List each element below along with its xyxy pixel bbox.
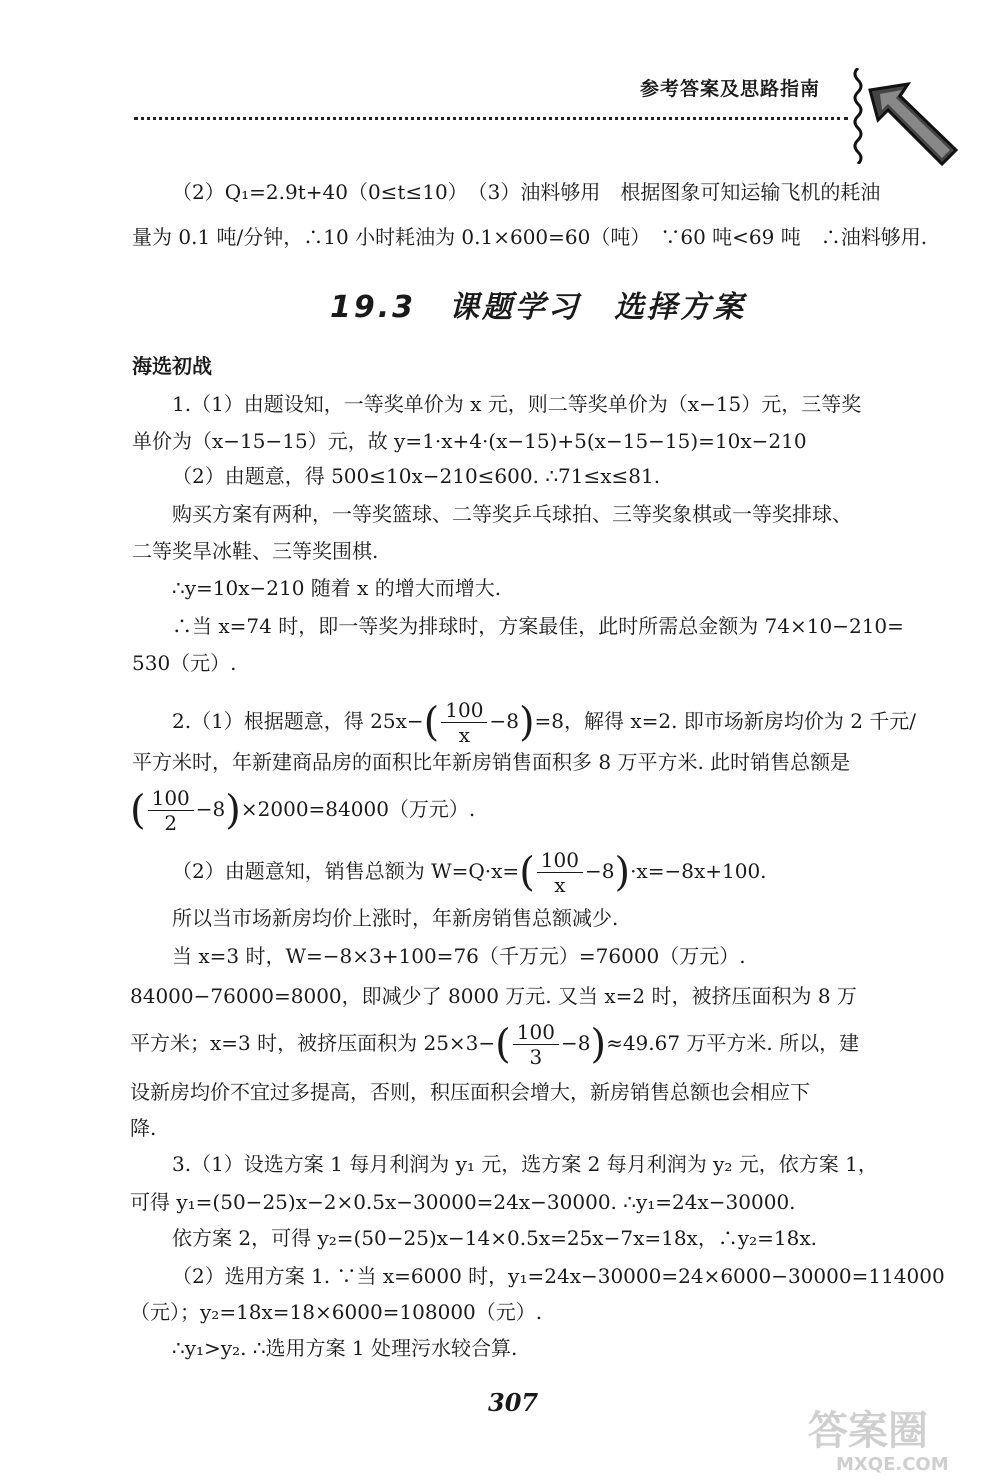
q2-line-1: 2.（1）根据题意，得 25x−( $\frac{100}{x}$ −8)=8，解得 x=2. 即市场新房均价为 2 千元/ [172, 698, 917, 747]
q1-line-1: 1.（1）由题设知，一等奖单价为 x 元，则二等奖单价为（x−15）元，三等奖 [172, 392, 862, 416]
q2-line-10: 降. [130, 1116, 157, 1140]
fraction: $\frac{100}{x}$ [537, 848, 583, 897]
q1-line-6: ∴y=10x−210 随着 x 的增大而增大. [172, 576, 502, 600]
intro-line-2: 量为 0.1 吨/分钟，∴10 小时耗油为 0.1×600=60（吨） ∵60 吨<69 吨 ∴油料够用. [132, 225, 928, 249]
q3-line-5: （元）；y₂=18x=18×6000=108000（元）. [130, 1300, 543, 1324]
q2-line-5: 所以当市场新房均价上涨时，年新房销售总额减少. [172, 906, 619, 930]
section-subhead: 海选初战 [132, 354, 212, 378]
intro-line-1: （2）Q₁=2.9t+40（0≤t≤10） （3）油料够用 根据图象可知运输飞机的耗油 [172, 180, 881, 204]
q2-line-3: ( $\frac{100}{2}$ −8)×2000=84000（万元）. [130, 786, 476, 835]
svg-text:MXQE.COM: MXQE.COM [836, 1454, 949, 1475]
q2-line-6: 当 x=3 时，W=−8×3+100=76（千万元）=76000（万元）. [172, 944, 746, 968]
wavy-divider-icon [850, 68, 866, 164]
q2-line-1-start: 2.（1）根据题意，得 25x− [172, 709, 424, 733]
section-title: 19.3 课题学习 选择方案 [330, 290, 747, 325]
running-header: 参考答案及思路指南 [640, 78, 821, 100]
q2-line-7: 84000−76000=8000，即减少了 8000 万元. 又当 x=2 时，被挤压面积为 8 万 [130, 984, 857, 1008]
arrow-icon [866, 80, 962, 170]
fraction: $\frac{100}{3}$ [513, 1020, 559, 1069]
dotted-rule [134, 117, 848, 120]
q1-line-3: （2）由题意，得 500≤10x−210≤600. ∴71≤x≤81. [172, 464, 661, 488]
fraction: $\frac{100}{x}$ [441, 698, 487, 747]
page-number: 307 [488, 1388, 539, 1417]
q2-line-2: 平方米时，年新建商品房的面积比年新房销售面积多 8 万平方米. 此时销售总额是 [132, 750, 851, 774]
fraction: $\frac{100}{2}$ [148, 786, 194, 835]
q1-line-2: 单价为（x−15−15）元，故 y=1·x+4·(x−15)+5(x−15−15)=10x−210 [132, 429, 807, 453]
q3-line-1: 3.（1）设选方案 1 每月利润为 y₁ 元，选方案 2 每月利润为 y₂ 元，依方案 1， [172, 1152, 878, 1176]
q2-line-4: （2）由题意知，销售总额为 W=Q·x=( $\frac{100}{x}$ −8)·x=−8x+100. [172, 848, 767, 897]
svg-text:答案圈: 答案圈 [808, 1408, 928, 1454]
q3-line-3: 依方案 2，可得 y₂=(50−25)x−14×0.5x=25x−7x=18x，∴y₂=18x. [172, 1226, 817, 1250]
q1-line-4: 购买方案有两种，一等奖篮球、二等奖乒乓球拍、三等奖象棋或一等奖排球、 [172, 502, 852, 526]
q3-line-6: ∴y₁>y₂. ∴选用方案 1 处理污水较合算. [172, 1336, 518, 1360]
q3-line-2: 可得 y₁=(50−25)x−2×0.5x−30000=24x−30000. ∴y₁=24x−30000. [130, 1190, 796, 1214]
q3-line-4: （2）选用方案 1. ∵当 x=6000 时，y₁=24x−30000=24×6000−30000=114000 [172, 1264, 945, 1288]
watermark-logo [800, 1400, 990, 1476]
q1-line-8: 530（元）. [132, 651, 237, 675]
q2-line-9: 设新房均价不宜过多提高，否则，积压面积会增大，新房销售总额也会相应下 [130, 1080, 810, 1104]
q1-line-5: 二等奖旱冰鞋、三等奖围棋. [132, 539, 379, 563]
q1-line-7: ∴当 x=74 时，即一等奖为排球时，方案最佳，此时所需总金额为 74×10−210= [172, 614, 904, 638]
q2-line-8: 平方米；x=3 时，被挤压面积为 25×3−( $\frac{100}{3}$ −8)≈49.67 万平方米. 所以，建 [130, 1020, 860, 1069]
